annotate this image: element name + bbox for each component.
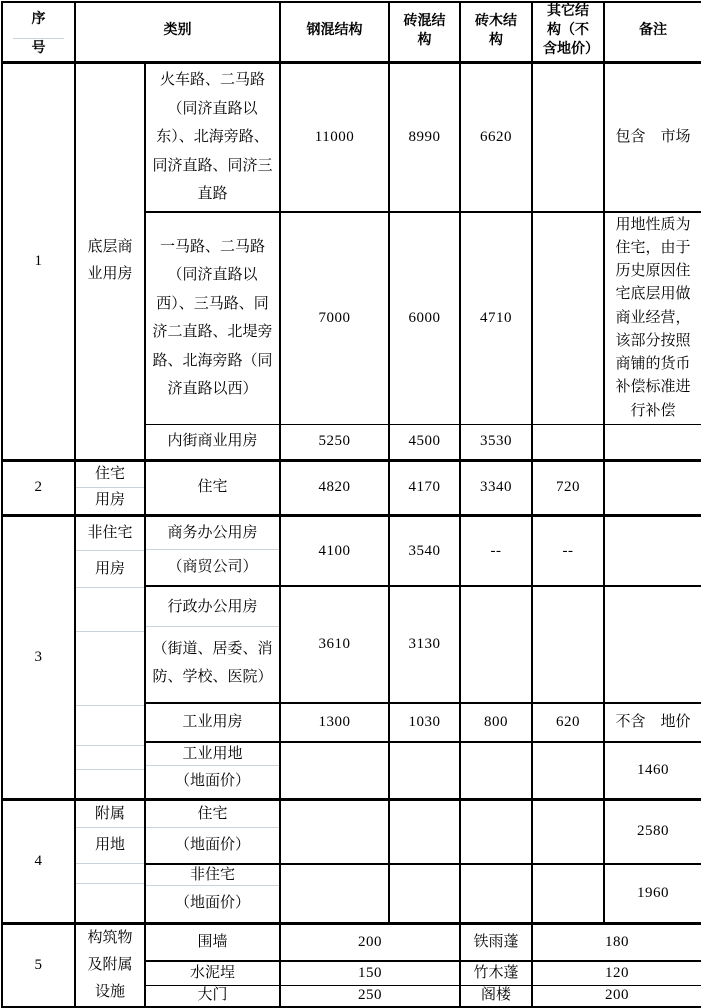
brick-wood-value-cell <box>460 864 532 923</box>
value-cell: 150 <box>280 961 460 985</box>
name-line: （地面价） <box>146 765 279 797</box>
remark-cell <box>604 515 701 586</box>
remark-cell <box>604 424 701 460</box>
brick-wood-value-cell <box>460 742 532 799</box>
steel-value-cell: 1300 <box>280 703 389 742</box>
brick-wood-header-cell: 砖木结构 <box>460 2 532 62</box>
name-line: 住宅 <box>197 806 228 823</box>
brick-concrete-value-cell: 3540 <box>389 515 460 586</box>
brick-wood-value-cell: 6620 <box>460 62 532 212</box>
name-cell-inner-street-commercial: 内街商业用房 <box>145 424 280 460</box>
brick-concrete-value-cell: 3130 <box>389 586 460 703</box>
name-line: 行政办公用房 <box>167 598 258 615</box>
name-cell-industrial-building: 工业用房 <box>145 703 280 742</box>
name-cell-industrial-land <box>145 742 280 799</box>
remark-cell-value: 1460 <box>604 742 701 799</box>
name-cell-iron-canopy: 铁雨蓬 <box>460 923 532 961</box>
empty-segment <box>76 863 144 883</box>
steel-value-cell <box>280 864 389 923</box>
brick-wood-value-cell: 3530 <box>460 424 532 460</box>
name-cell-roads-west: 一马路、二马路（同济直路以西）、三马路、同济二直路、北堤旁路、北海旁路（同济直路以西） <box>145 212 280 424</box>
brick-concrete-value-cell <box>389 864 460 923</box>
value-cell: 200 <box>280 923 460 961</box>
name-line: 非住宅 <box>189 867 235 884</box>
steel-value-cell: 4100 <box>280 515 389 586</box>
other-value-cell <box>532 62 604 212</box>
name-cell-residential-ground-price <box>145 799 280 864</box>
empty-segment <box>76 631 144 705</box>
brick-concrete-value-cell: 4170 <box>389 460 460 515</box>
remark-cell-value: 1960 <box>604 864 701 923</box>
empty-segment <box>76 745 144 769</box>
other-value-cell <box>532 424 604 460</box>
steel-structure-header-cell: 钢混结构 <box>280 2 389 62</box>
brick-wood-value-cell: 3340 <box>460 460 532 515</box>
name-cell-bamboo-wood-canopy: 竹木蓬 <box>460 961 532 985</box>
compensation-standards-table <box>1 1 701 1008</box>
remark-cell <box>604 460 701 515</box>
seq-cell-4: 4 <box>2 799 75 923</box>
value-cell: 200 <box>532 985 701 1006</box>
name-line: 工业用地 <box>182 746 243 763</box>
other-value-cell: 620 <box>532 703 604 742</box>
category-line: 用地 <box>76 827 144 863</box>
category-cell-residential <box>75 460 145 515</box>
name-line: （地面价） <box>146 885 279 921</box>
brick-wood-value-cell <box>460 799 532 864</box>
name-cell-admin-office <box>145 586 280 703</box>
steel-value-cell: 3610 <box>280 586 389 703</box>
other-value-cell: -- <box>532 515 604 586</box>
empty-segment <box>76 883 144 921</box>
seq-header-line2: 号 <box>13 38 64 60</box>
name-line: （地面价） <box>146 827 279 862</box>
value-cell: 250 <box>280 985 460 1006</box>
seq-cell-5: 5 <box>2 923 75 1007</box>
steel-value-cell: 11000 <box>280 62 389 212</box>
seq-cell-1: 1 <box>2 62 75 460</box>
empty-segment <box>76 705 144 745</box>
other-value-cell <box>532 212 604 424</box>
name-cell-roads-east: 火车路、二马路（同济直路以东）、北海旁路、同济直路、同济三直路 <box>145 62 280 212</box>
name-line: （商贸公司） <box>146 549 279 584</box>
empty-segment <box>76 587 144 631</box>
category-line: 用房 <box>76 550 144 587</box>
steel-value-cell: 4820 <box>280 460 389 515</box>
category-line: 非住宅 <box>87 525 133 542</box>
remark-cell-excl-land-price: 不含 地价 <box>604 703 701 742</box>
steel-value-cell <box>280 799 389 864</box>
other-value-cell <box>532 799 604 864</box>
other-value-cell <box>532 586 604 703</box>
remark-cell-land-use-note: 用地性质为住宅，由于历史原因住宅底层用做商业经营，该部分按照商铺的货币补偿标准进行补偿 <box>604 212 701 424</box>
other-value-cell: 720 <box>532 460 604 515</box>
brick-concrete-value-cell: 1030 <box>389 703 460 742</box>
brick-wood-value-cell: 4710 <box>460 212 532 424</box>
other-structure-header-cell: 其它结构（不含地价） <box>532 2 604 62</box>
category-cell-ground-floor-commercial: 底层商业用房 <box>75 62 145 460</box>
category-line: 附属 <box>94 805 125 822</box>
remark-cell: 包含 市场 <box>604 62 701 212</box>
other-value-cell <box>532 742 604 799</box>
name-cell-attic: 阁楼 <box>460 985 532 1006</box>
category-cell-non-residential <box>75 515 145 799</box>
seq-header-cell <box>2 2 75 62</box>
name-cell-non-residential-ground-price <box>145 864 280 923</box>
category-header-cell: 类别 <box>75 2 280 62</box>
other-value-cell <box>532 864 604 923</box>
remark-header-cell: 备注 <box>604 2 701 62</box>
brick-wood-value-cell: -- <box>460 515 532 586</box>
seq-header-line1: 序 <box>31 12 46 28</box>
name-cell-residence: 住宅 <box>145 460 280 515</box>
category-cell-structures-facilities: 构筑物及附属设施 <box>75 923 145 1007</box>
name-cell-business-office <box>145 515 280 586</box>
category-cell-auxiliary-land <box>75 799 145 923</box>
brick-concrete-value-cell: 4500 <box>389 424 460 460</box>
remark-cell-value: 2580 <box>604 799 701 864</box>
name-line: （街道、居委、消防、学校、医院） <box>146 626 279 701</box>
steel-value-cell: 7000 <box>280 212 389 424</box>
empty-segment <box>76 769 144 797</box>
steel-value-cell <box>280 742 389 799</box>
remark-cell <box>604 586 701 703</box>
category-line: 用房 <box>76 487 144 513</box>
seq-cell-2: 2 <box>2 460 75 515</box>
brick-concrete-value-cell <box>389 799 460 864</box>
brick-wood-value-cell <box>460 586 532 703</box>
name-line: 商务办公用房 <box>167 525 258 542</box>
brick-concrete-value-cell: 6000 <box>389 212 460 424</box>
brick-concrete-value-cell: 8990 <box>389 62 460 212</box>
brick-concrete-value-cell <box>389 742 460 799</box>
steel-value-cell: 5250 <box>280 424 389 460</box>
name-cell-cement-yard: 水泥埕 <box>145 961 280 985</box>
name-cell-gate: 大门 <box>145 985 280 1006</box>
brick-wood-value-cell: 800 <box>460 703 532 742</box>
brick-concrete-header-cell: 砖混结构 <box>389 2 460 62</box>
value-cell: 180 <box>532 923 701 961</box>
seq-cell-3: 3 <box>2 515 75 799</box>
name-cell-fence-wall: 围墙 <box>145 923 280 961</box>
category-line: 住宅 <box>94 466 125 483</box>
value-cell: 120 <box>532 961 701 985</box>
